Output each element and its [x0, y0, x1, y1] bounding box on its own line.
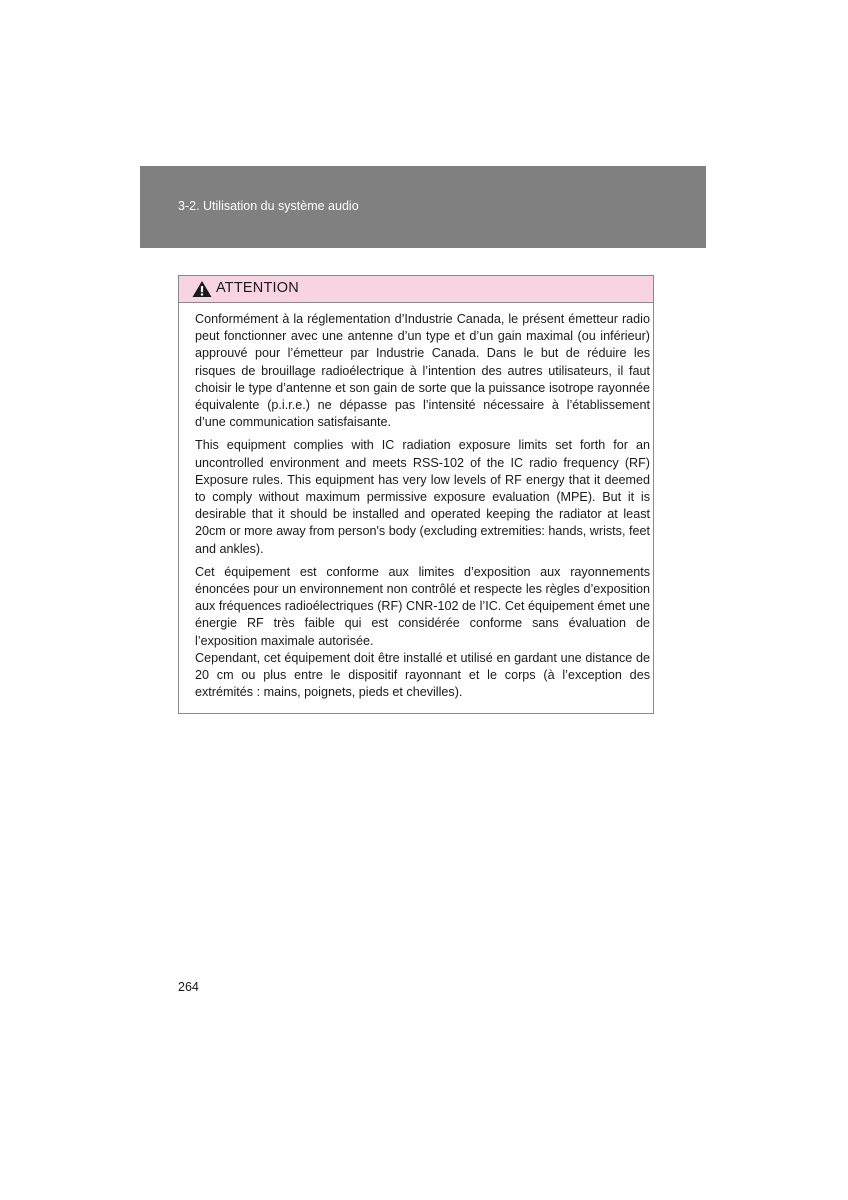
attention-header — [179, 276, 653, 303]
attention-body — [195, 311, 650, 707]
section-header — [140, 166, 706, 248]
attention-paragraph-rf-en: This equipment complies with IC radiation exposure limits set forth for an uncontrolled environment and meets RSS-102 of the IC radio frequency (RF) Exposure rules. This equipment has very low levels of RF energy that it deemed to comply without maximum permissive exposure evaluation (MPE). But it is desirable that it should be installed and operated keeping the radiator at least 20cm or more away from person's body (excluding extremities: hands, wrists, feet and ankles). — [195, 438, 650, 556]
page-number: 264 — [178, 980, 199, 994]
section-title: 3-2. Utilisation du système audio — [178, 199, 359, 213]
attention-title: ATTENTION — [216, 280, 299, 296]
attention-paragraph-ic-fr: Conformément à la réglementation d’Industrie Canada, le présent émetteur radio peut fonctionner avec une antenne d’un type et d’un gain maximal (ou inférieur) approuvé pour l’émetteur par Industrie Canada. Dans le but de réduire les risques de brouillage radioélectrique à l’intention des autres utilisateurs, il faut choisir le type d’antenne et son gain de sorte que la puissance isotrope rayonnée équivalente (p.i.r.e.) ne dépasse pas l’intensité nécessaire à l’établissement d’une communication satisfaisante. — [195, 312, 650, 430]
attention-paragraph-distance-fr: Cependant, cet équipement doit être installé et utilisé en gardant une distance de 20 cm ou plus entre le dispositif rayonnant et le corps (à l’exception des extrémités : mains, poignets, pieds et chevilles). — [195, 650, 650, 700]
warning-triangle-icon — [192, 280, 212, 298]
attention-paragraph-rf-fr: Cet équipement est conforme aux limites d’exposition aux rayonnements énoncées pour un environnement non contrôlé et respecte les règles d’exposition aux fréquences radioélectriques (RF) CNR-102 de l’IC. Cet équipement émet une énergie RF très faible qui est considérée conforme sans évaluation de l’exposition maximale autorisée. — [195, 564, 650, 648]
attention-box — [178, 275, 654, 714]
